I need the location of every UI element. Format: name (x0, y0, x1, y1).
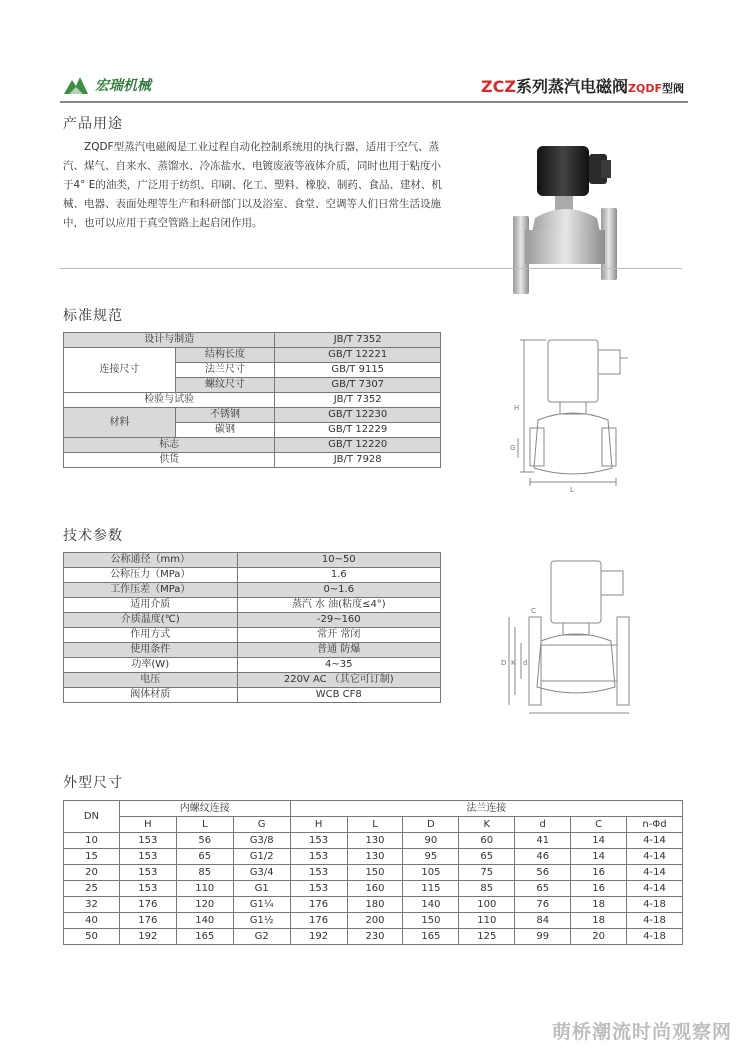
brand-name: 宏瑞机械 (95, 78, 151, 94)
dim-cell: 150 (403, 913, 459, 929)
dim-cell: 4-18 (627, 913, 683, 929)
page-title (481, 74, 684, 97)
dimensions-table (63, 800, 683, 945)
dim-cell: 140 (403, 897, 459, 913)
table-row (64, 658, 441, 673)
dim-cell: 14 (571, 833, 627, 849)
param-label: 阀体材质 (64, 688, 238, 703)
standards-table (63, 332, 441, 468)
dim-cell: 16 (571, 865, 627, 881)
column-header: L (176, 817, 233, 833)
dim-cell: 100 (459, 897, 515, 913)
dim-cell: 85 (176, 865, 233, 881)
dim-l-label: L (570, 486, 574, 494)
dim-cell: 153 (290, 833, 347, 849)
dim-cell: 153 (119, 833, 176, 849)
param-value: 10~50 (237, 553, 440, 568)
param-label: 电压 (64, 673, 238, 688)
table-row: 设计与制造 JB/T 7352 (64, 333, 441, 348)
table-row (64, 881, 683, 897)
tech-heading: 技术参数 (63, 528, 123, 544)
dim-c-label: C (531, 607, 536, 615)
param-value: WCB CF8 (237, 688, 440, 703)
dim-cell: 153 (119, 881, 176, 897)
dim-cell: 153 (290, 881, 347, 897)
dim-cell: 99 (515, 929, 571, 945)
table-row: 连接尺寸 结构长度 GB/T 12221 (64, 348, 441, 363)
dim-g-label: G (510, 444, 516, 452)
dn-cell: 40 (64, 913, 120, 929)
dim-cell: 4-18 (627, 897, 683, 913)
title-model: ZQDF (628, 82, 662, 95)
table-row (64, 913, 683, 929)
dim-cell: 180 (347, 897, 403, 913)
param-value: 1.6 (237, 568, 440, 583)
table-row (64, 865, 683, 881)
dn-cell: 50 (64, 929, 120, 945)
dim-cell: 165 (176, 929, 233, 945)
valve-photo (505, 138, 645, 298)
dim-cell: 110 (176, 881, 233, 897)
dim-cell: 230 (347, 929, 403, 945)
table-row: 供货 JB/T 7928 (64, 453, 441, 468)
dim-cell: 192 (290, 929, 347, 945)
dn-cell: 15 (64, 849, 120, 865)
dim-k-label: K (511, 659, 516, 667)
dn-cell: 10 (64, 833, 120, 849)
column-header: C (571, 817, 627, 833)
threaded-valve-drawing (500, 330, 650, 495)
dim-cell: 150 (347, 865, 403, 881)
table-row (64, 628, 441, 643)
dim-cell: 65 (176, 849, 233, 865)
column-header: d (515, 817, 571, 833)
param-value: -29~160 (237, 613, 440, 628)
flanged-valve-drawing (493, 555, 653, 715)
dim-cell: 160 (347, 881, 403, 897)
param-value: 220V AC （其它可订制) (237, 673, 440, 688)
dim-cell: 176 (119, 913, 176, 929)
column-header: G (233, 817, 290, 833)
dim-cell: 4-14 (627, 865, 683, 881)
table-row (64, 929, 683, 945)
dim-cell: 84 (515, 913, 571, 929)
mountain-logo-icon (63, 74, 89, 96)
dim-cell: 46 (515, 849, 571, 865)
usage-text: ZQDF型蒸汽电磁阀是工业过程自动化控制系统用的执行器，适用于空气、蒸汽、煤气、自来水、蒸馏水、冷冻盐水、电镀废液等液体介质，同时也用于粘度小于4° E的油类，广泛用于纺织、印刷、化工、塑料、橡胶、制药、食品、建材、机械、电器、表面处理等生产和科研部门以及浴室、食堂、空调等人们日常生活设施中，也可以应用于真空管路上起启闭作用。 (63, 141, 442, 229)
dim-cell: 18 (571, 897, 627, 913)
dim-cell: 176 (290, 897, 347, 913)
table-row (64, 568, 441, 583)
dim-cell: 165 (403, 929, 459, 945)
column-header: H (119, 817, 176, 833)
column-header: L (347, 817, 403, 833)
dim-cell: 56 (176, 833, 233, 849)
dim-cell: 16 (571, 881, 627, 897)
dn-cell: 25 (64, 881, 120, 897)
param-value: 普通 防爆 (237, 643, 440, 658)
dim-cell: 192 (119, 929, 176, 945)
title-main: 系列蒸汽电磁阀 (516, 77, 629, 96)
dim-cell: 153 (290, 865, 347, 881)
param-label: 公称压力（MPa） (64, 568, 238, 583)
column-header: H (290, 817, 347, 833)
flange-group-header: 法兰连接 (290, 801, 682, 817)
column-header: n-Φd (627, 817, 683, 833)
table-row (64, 673, 441, 688)
dim-cell: 65 (459, 849, 515, 865)
table-row (64, 897, 683, 913)
dim-cell: G1 (233, 881, 290, 897)
title-suffix: 型阀 (662, 82, 684, 95)
header-rule (60, 101, 688, 103)
dim-cell: 153 (119, 849, 176, 865)
dim-cell: 130 (347, 833, 403, 849)
dim-cell: G1/2 (233, 849, 290, 865)
table-row (64, 553, 441, 568)
usage-heading: 产品用途 (63, 116, 123, 132)
dim-small-d-label: d (523, 659, 528, 667)
param-label: 介质温度(℃) (64, 613, 238, 628)
dn-cell: 20 (64, 865, 120, 881)
dim-h-label: H (514, 404, 520, 412)
dim-cell: 176 (119, 897, 176, 913)
table-subheader-row (64, 817, 683, 833)
param-value: 0~1.6 (237, 583, 440, 598)
param-label: 工作压差（MPa） (64, 583, 238, 598)
param-label: 公称通径（mm） (64, 553, 238, 568)
dim-cell: 115 (403, 881, 459, 897)
table-row (64, 688, 441, 703)
dim-cell: 153 (119, 865, 176, 881)
dn-cell: 32 (64, 897, 120, 913)
dim-cell: 95 (403, 849, 459, 865)
dn-header: DN (64, 801, 120, 833)
dim-cell: 140 (176, 913, 233, 929)
dim-cell: 4-14 (627, 833, 683, 849)
dim-cell: 20 (571, 929, 627, 945)
dim-cell: G1½ (233, 913, 290, 929)
dim-cell: G2 (233, 929, 290, 945)
brand-logo (63, 74, 151, 96)
dim-cell: 125 (459, 929, 515, 945)
dim-cell: 65 (515, 881, 571, 897)
table-row: 材料 不锈钢 GB/T 12230 (64, 408, 441, 423)
dim-cell: 4-14 (627, 881, 683, 897)
dim-cell: 200 (347, 913, 403, 929)
table-row: 标志 GB/T 12220 (64, 438, 441, 453)
dim-d-label: D (501, 659, 507, 667)
dimensions-heading: 外型尺寸 (63, 775, 123, 791)
table-header-row (64, 801, 683, 817)
section-divider (60, 268, 682, 269)
table-row: 检验与试验 JB/T 7352 (64, 393, 441, 408)
dim-cell: 41 (515, 833, 571, 849)
dim-cell: G3/4 (233, 865, 290, 881)
table-row (64, 833, 683, 849)
dim-cell: 130 (347, 849, 403, 865)
dim-cell: 176 (290, 913, 347, 929)
table-row (64, 849, 683, 865)
dim-cell: 18 (571, 913, 627, 929)
param-label: 作用方式 (64, 628, 238, 643)
table-row (64, 583, 441, 598)
dim-cell: 4-14 (627, 849, 683, 865)
dim-cell: 153 (290, 849, 347, 865)
dim-cell: 110 (459, 913, 515, 929)
tech-table (63, 552, 441, 703)
dim-cell: 105 (403, 865, 459, 881)
dim-cell: 85 (459, 881, 515, 897)
table-row (64, 613, 441, 628)
table-row (64, 643, 441, 658)
dim-cell: 76 (515, 897, 571, 913)
table-row (64, 598, 441, 613)
table-row: 法兰尺寸 GB/T 9115 (64, 363, 441, 378)
param-label: 使用条件 (64, 643, 238, 658)
thread-group-header: 内螺纹连接 (119, 801, 290, 817)
dim-cell: G1¼ (233, 897, 290, 913)
table-row: 螺纹尺寸 GB/T 7307 (64, 378, 441, 393)
dim-cell: 75 (459, 865, 515, 881)
dim-cell: G3/8 (233, 833, 290, 849)
dim-cell: 90 (403, 833, 459, 849)
column-header: D (403, 817, 459, 833)
title-prefix: ZCZ (481, 77, 516, 96)
dim-cell: 4-18 (627, 929, 683, 945)
standards-heading: 标准规范 (63, 308, 123, 324)
watermark: 萌桥潮流时尚观察网 (551, 1021, 732, 1043)
param-label: 功率(W) (64, 658, 238, 673)
param-value: 4~35 (237, 658, 440, 673)
dim-cell: 60 (459, 833, 515, 849)
table-row: 碳钢 GB/T 12229 (64, 423, 441, 438)
param-label: 适用介质 (64, 598, 238, 613)
dim-cell: 56 (515, 865, 571, 881)
param-value: 蒸汽 水 油(粘度≤4°) (237, 598, 440, 613)
dim-cell: 120 (176, 897, 233, 913)
dim-cell: 14 (571, 849, 627, 865)
param-value: 常开 常闭 (237, 628, 440, 643)
column-header: K (459, 817, 515, 833)
